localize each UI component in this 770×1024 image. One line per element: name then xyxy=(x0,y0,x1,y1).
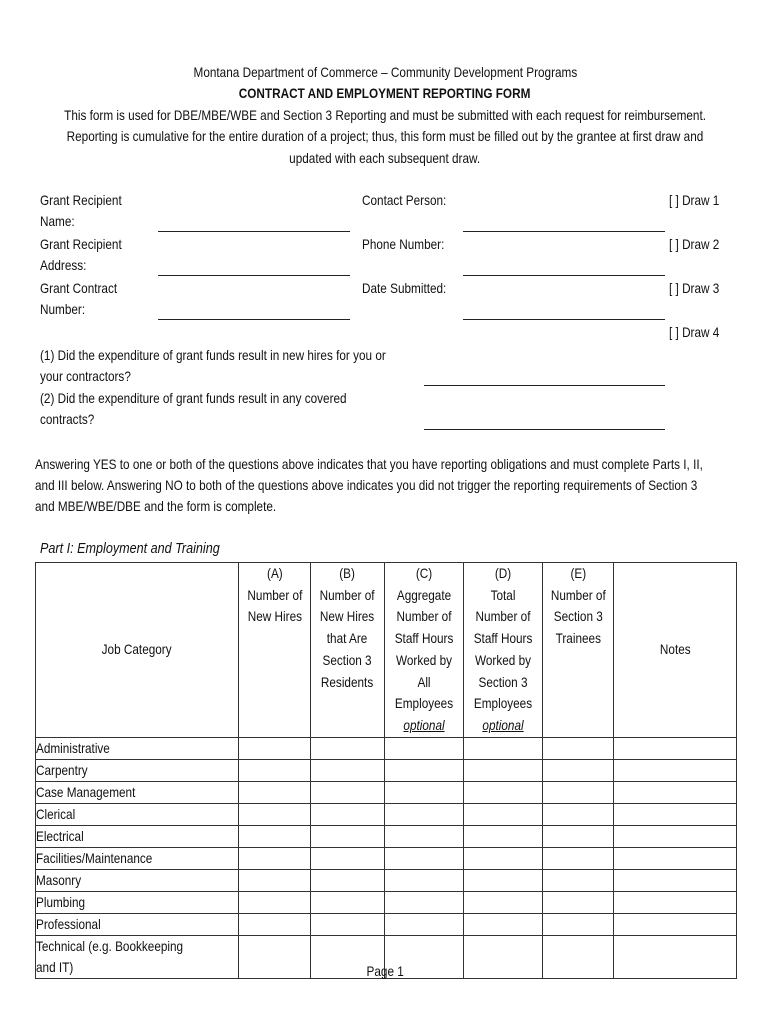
input-cell[interactable] xyxy=(239,869,311,891)
table-row xyxy=(36,803,737,825)
date-submitted-label: Date Submitted: xyxy=(362,280,447,296)
phone-number-label: Phone Number: xyxy=(362,236,445,252)
col-b-section3-residents: (B) Number of New Hires that Are Section 3 Residents xyxy=(311,563,385,738)
input-cell[interactable] xyxy=(385,781,464,803)
input-cell[interactable] xyxy=(239,803,311,825)
input-cell[interactable] xyxy=(239,891,311,913)
input-cell[interactable] xyxy=(239,825,311,847)
input-cell[interactable] xyxy=(464,869,543,891)
question-1-line-2: your contractors? xyxy=(40,368,131,384)
input-cell[interactable] xyxy=(543,759,614,781)
question-2-line-1: (2) Did the expenditure of grant funds result in any covered xyxy=(40,390,347,406)
col-a-new-hires: (A) Number of New Hires xyxy=(239,563,311,738)
grant-contract-number-label: Grant Contract xyxy=(40,280,118,296)
grant-recipient-address-label-2: Address: xyxy=(40,257,87,273)
phone-number-field[interactable] xyxy=(463,275,665,276)
input-cell[interactable] xyxy=(464,891,543,913)
input-cell[interactable] xyxy=(385,869,464,891)
job-category-cell: Administrative xyxy=(36,737,239,759)
part-1-title: Part I: Employment and Training xyxy=(40,540,220,557)
input-cell[interactable] xyxy=(385,847,464,869)
intro-line-3: updated with each subsequent draw. xyxy=(289,150,481,166)
input-cell[interactable] xyxy=(614,759,737,781)
table-row xyxy=(36,913,737,935)
instructions-line-2: and III below. Answering NO to both of the questions above indicates you did not trigger the reporting requirements of Section 3 xyxy=(35,477,698,493)
draw-2-checkbox[interactable]: [ ] Draw 2 xyxy=(669,236,720,252)
input-cell[interactable] xyxy=(543,781,614,803)
employment-table xyxy=(35,562,737,979)
input-cell[interactable] xyxy=(311,737,385,759)
contact-person-field[interactable] xyxy=(463,231,665,232)
input-cell[interactable] xyxy=(464,825,543,847)
job-category-cell: Clerical xyxy=(36,803,239,825)
input-cell[interactable] xyxy=(543,913,614,935)
input-cell[interactable] xyxy=(311,759,385,781)
table-row xyxy=(36,847,737,869)
input-cell[interactable] xyxy=(543,891,614,913)
input-cell[interactable] xyxy=(385,737,464,759)
input-cell[interactable] xyxy=(614,891,737,913)
input-cell[interactable] xyxy=(311,825,385,847)
contact-person-label: Contact Person: xyxy=(362,192,447,208)
input-cell[interactable] xyxy=(311,891,385,913)
input-cell[interactable] xyxy=(464,847,543,869)
instructions-line-1: Answering YES to one or both of the questions above indicates that you have reporting obligations and must complete Parts I, II, xyxy=(35,456,703,472)
col-notes: Notes xyxy=(614,563,737,738)
grant-recipient-address-field[interactable] xyxy=(158,275,350,276)
table-row xyxy=(36,781,737,803)
table-row xyxy=(36,737,737,759)
grant-contract-number-field[interactable] xyxy=(158,319,350,320)
input-cell[interactable] xyxy=(311,781,385,803)
grant-recipient-name-field[interactable] xyxy=(158,231,350,232)
form-title: CONTRACT AND EMPLOYMENT REPORTING FORM xyxy=(239,85,531,101)
input-cell[interactable] xyxy=(239,759,311,781)
table-row xyxy=(36,891,737,913)
input-cell[interactable] xyxy=(543,737,614,759)
grant-contract-number-label-2: Number: xyxy=(40,301,86,317)
job-category-cell: Electrical xyxy=(36,825,239,847)
question-1-line-1: (1) Did the expenditure of grant funds result in new hires for you or xyxy=(40,347,386,363)
input-cell[interactable] xyxy=(464,781,543,803)
question-2-answer-field[interactable] xyxy=(424,429,665,430)
input-cell[interactable] xyxy=(614,847,737,869)
input-cell[interactable] xyxy=(614,803,737,825)
job-category-cell: Case Management xyxy=(36,781,239,803)
input-cell[interactable] xyxy=(464,803,543,825)
intro-line-2: Reporting is cumulative for the entire duration of a project; thus, this form must be filled out by the grantee at first draw and xyxy=(66,128,704,144)
intro-line-1: This form is used for DBE/MBE/WBE and Section 3 Reporting and must be submitted with each request for reimbursement. xyxy=(64,107,706,123)
job-category-cell: Facilities/Maintenance xyxy=(36,847,239,869)
input-cell[interactable] xyxy=(464,913,543,935)
grant-recipient-name-label: Grant Recipient xyxy=(40,192,122,208)
input-cell[interactable] xyxy=(239,913,311,935)
input-cell[interactable] xyxy=(311,847,385,869)
job-category-cell: Technical (e.g. Bookkeeping and IT) xyxy=(36,935,239,978)
input-cell[interactable] xyxy=(543,825,614,847)
input-cell[interactable] xyxy=(464,759,543,781)
job-category-cell: Professional xyxy=(36,913,239,935)
input-cell[interactable] xyxy=(311,913,385,935)
agency-name: Montana Department of Commerce – Community Development Programs xyxy=(193,64,577,80)
input-cell[interactable] xyxy=(464,737,543,759)
question-1-answer-field[interactable] xyxy=(424,385,665,386)
draw-4-checkbox[interactable]: [ ] Draw 4 xyxy=(669,324,720,340)
input-cell[interactable] xyxy=(614,825,737,847)
date-submitted-field[interactable] xyxy=(463,319,665,320)
col-d-section3-hours: (D) Total Number of Staff Hours Worked by Section 3 Employees optional xyxy=(464,563,543,738)
question-2-line-2: contracts? xyxy=(40,411,95,427)
table-row xyxy=(36,825,737,847)
input-cell[interactable] xyxy=(385,891,464,913)
input-cell[interactable] xyxy=(385,913,464,935)
col-job-category: Job Category xyxy=(36,563,239,738)
job-category-cell: Carpentry xyxy=(36,759,239,781)
input-cell[interactable] xyxy=(239,737,311,759)
input-cell[interactable] xyxy=(614,869,737,891)
instructions-line-3: and MBE/WBE/DBE and the form is complete. xyxy=(35,498,277,514)
input-cell[interactable] xyxy=(385,759,464,781)
input-cell[interactable] xyxy=(385,803,464,825)
page-number: Page 1 xyxy=(366,963,404,979)
table-row xyxy=(36,869,737,891)
grant-recipient-name-label-2: Name: xyxy=(40,213,75,229)
input-cell[interactable] xyxy=(543,869,614,891)
input-cell[interactable] xyxy=(614,781,737,803)
input-cell[interactable] xyxy=(385,825,464,847)
input-cell[interactable] xyxy=(311,869,385,891)
draw-1-checkbox[interactable]: [ ] Draw 1 xyxy=(669,192,720,208)
input-cell[interactable] xyxy=(543,803,614,825)
table-row xyxy=(36,759,737,781)
job-category-cell: Plumbing xyxy=(36,891,239,913)
col-e-trainees: (E) Number of Section 3 Trainees xyxy=(543,563,614,738)
draw-3-checkbox[interactable]: [ ] Draw 3 xyxy=(669,280,720,296)
input-cell[interactable] xyxy=(239,847,311,869)
input-cell[interactable] xyxy=(614,737,737,759)
grant-recipient-address-label: Grant Recipient xyxy=(40,236,122,252)
input-cell[interactable] xyxy=(311,803,385,825)
job-category-cell: Masonry xyxy=(36,869,239,891)
input-cell[interactable] xyxy=(543,847,614,869)
input-cell[interactable] xyxy=(614,913,737,935)
col-c-aggregate-hours: (C) Aggregate Number of Staff Hours Worked by All Employees optional xyxy=(385,563,464,738)
input-cell[interactable] xyxy=(239,781,311,803)
